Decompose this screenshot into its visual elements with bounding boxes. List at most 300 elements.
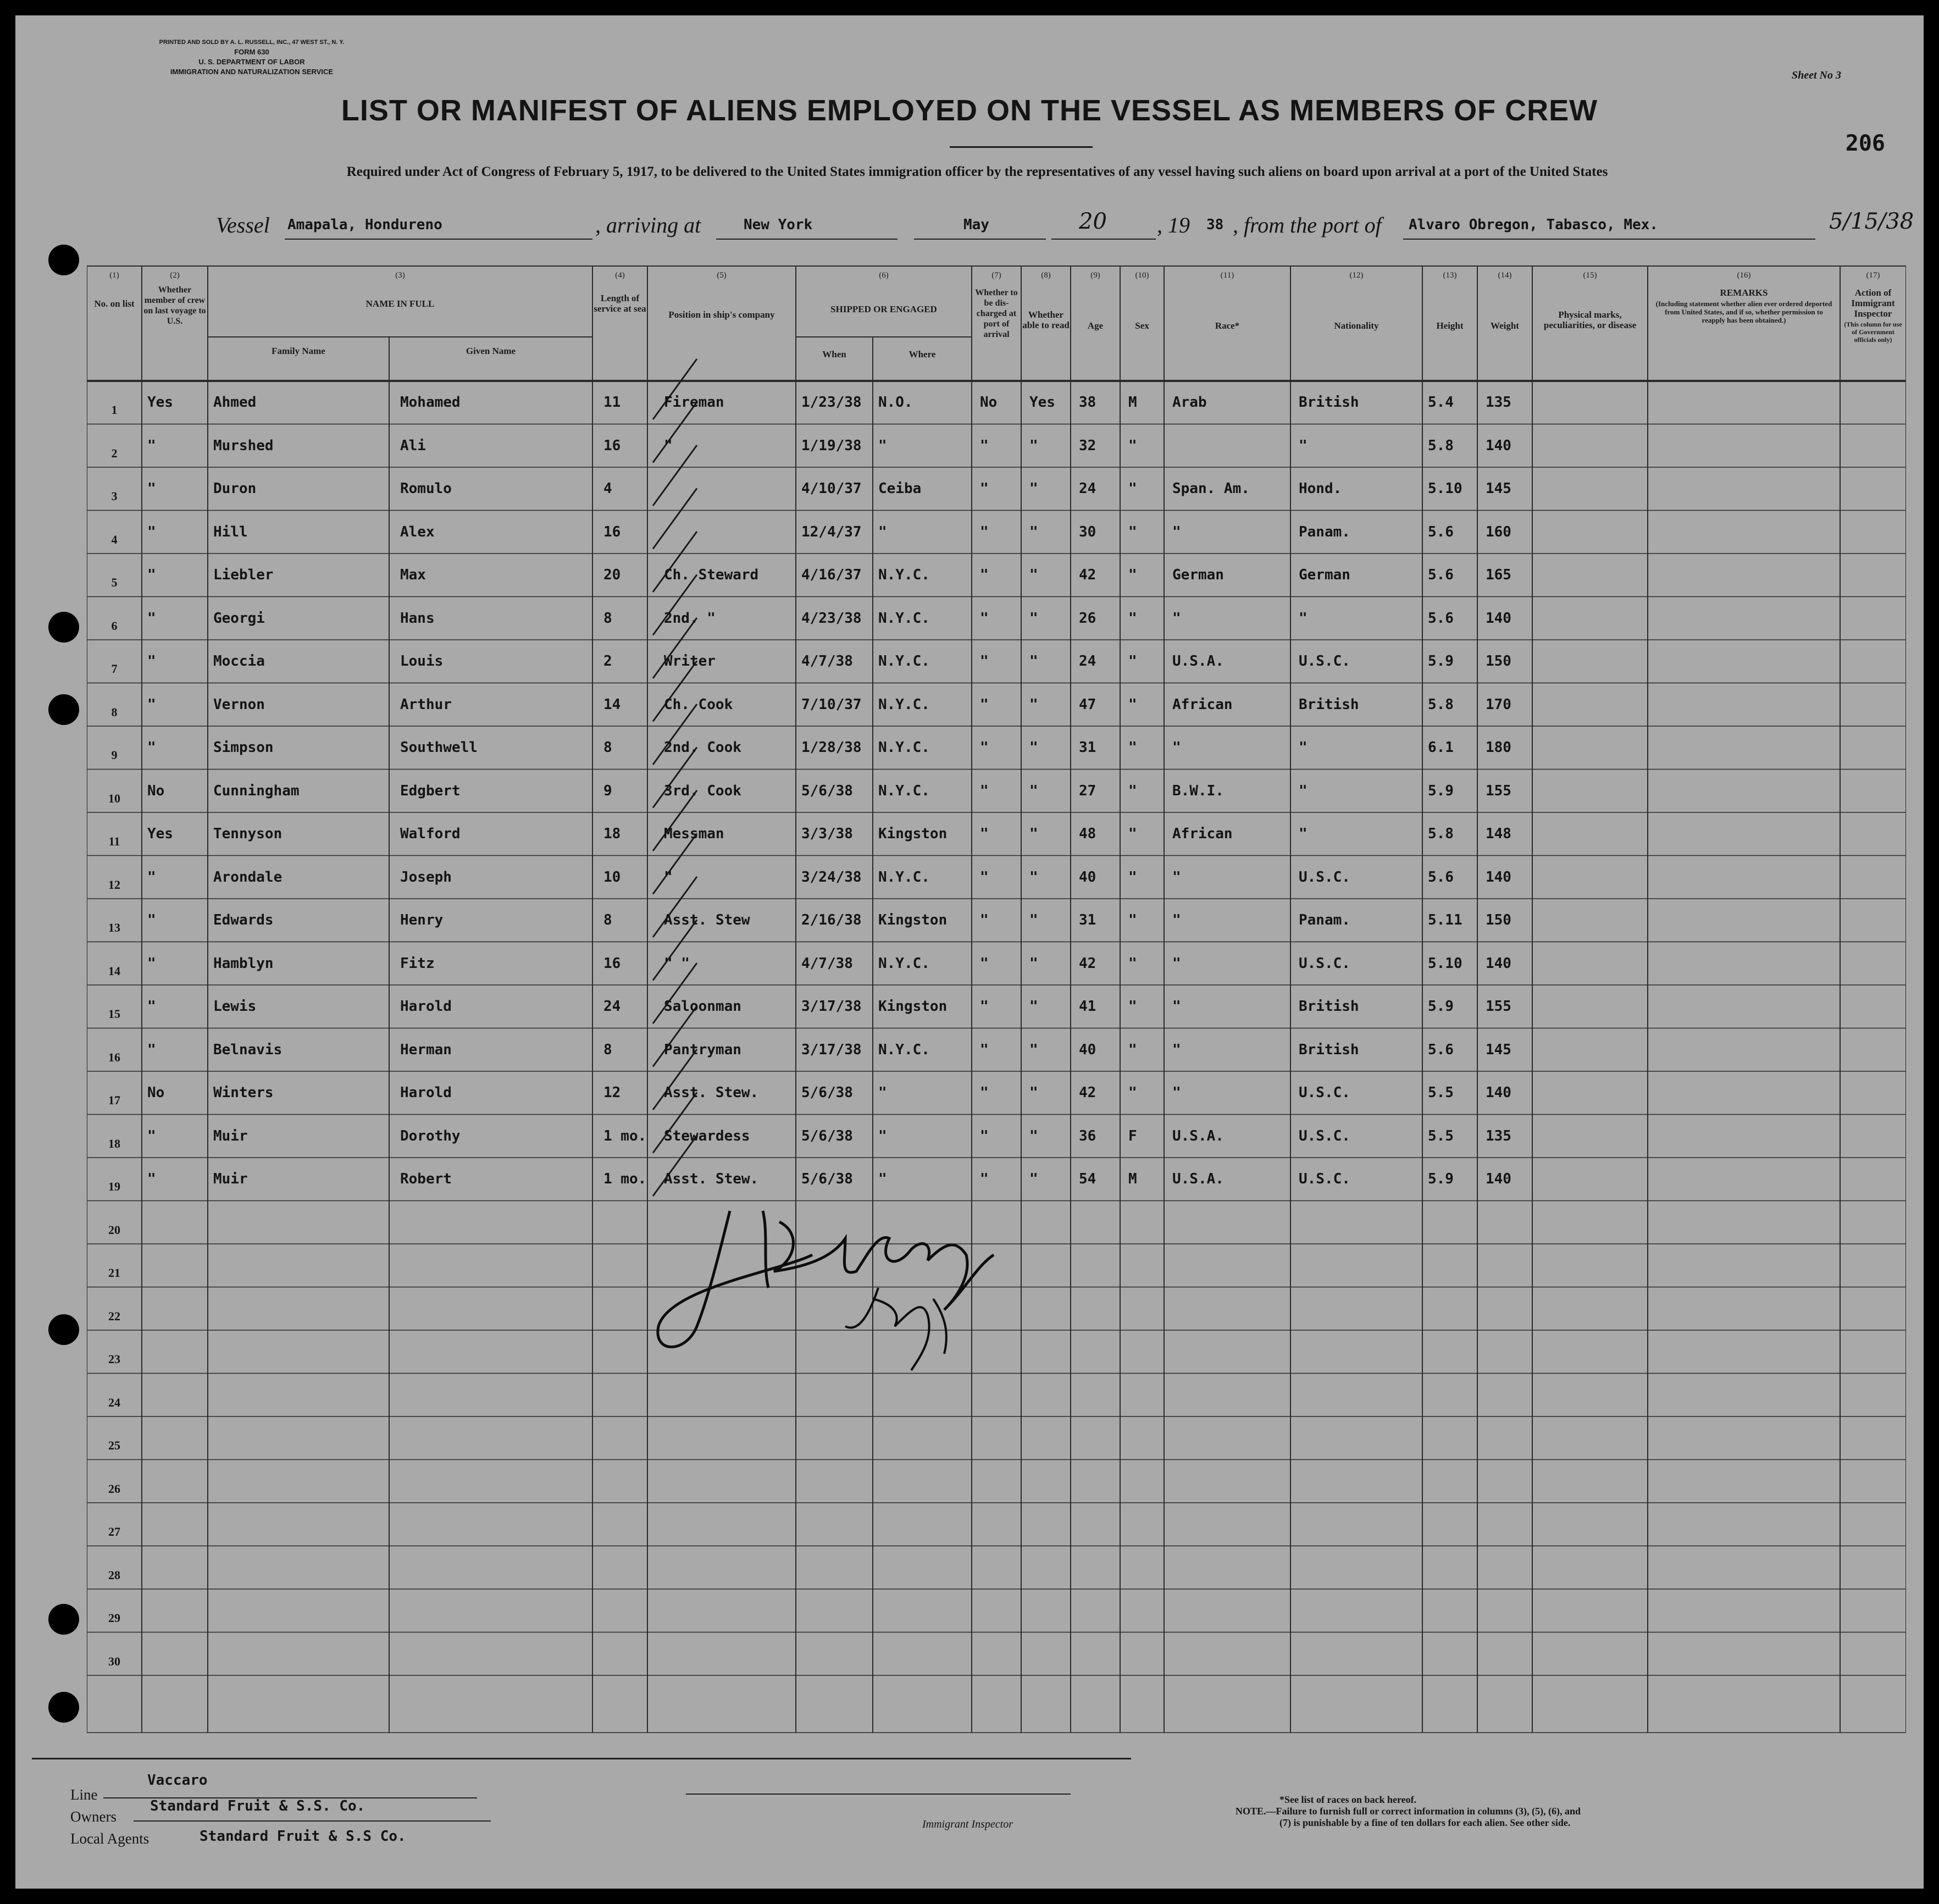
age-cell: 31 [1079,739,1096,756]
row-number: 13 [108,921,120,934]
sex-cell: " [1128,523,1137,540]
punch-hole [48,1604,79,1635]
row-number: 3 [111,489,118,503]
sheet-number-field [1792,69,1841,82]
header-when: When [822,349,846,359]
race-cell: " [1172,955,1181,972]
shipped-where-cell: N.Y.C. [878,653,930,669]
family-name-cell: Liebler [213,567,274,583]
weight-cell: 140 [1486,955,1511,972]
shipped-when-cell: 4/16/37 [801,567,862,583]
given-name-cell: Henry [400,912,444,928]
row-number: 29 [108,1611,120,1625]
shipped-when-cell: 4/10/37 [801,480,862,497]
sex-cell: " [1128,480,1137,497]
punch-hole [48,245,79,275]
family-name-cell: Georgi [213,610,265,627]
able-read-cell: " [1029,782,1038,799]
position-cell: Ch. Steward [664,567,759,583]
owners-label: Owners [70,1808,117,1825]
weight-cell: 150 [1486,912,1511,928]
able-read-cell: " [1029,1084,1038,1101]
service-length-cell: 8 [603,912,612,928]
shipped-when-cell: 1/19/38 [801,437,862,454]
discharge-cell: " [980,912,989,928]
height-cell: 5.6 [1428,523,1454,540]
header-remarks-sub: (Including statement whether alien ever ordered deported from United States, and if so, whether permission to reapply has been obtained.) [1655,300,1832,324]
nationality-cell: " [1299,610,1308,627]
race-cell: " [1172,868,1181,885]
col-num-10: (10) [1135,271,1149,280]
shipped-where-cell: N.Y.C. [878,567,930,583]
shipped-where-cell: N.O. [878,394,913,411]
sex-cell: " [1128,739,1137,756]
shipped-where-cell: N.Y.C. [878,739,930,756]
nationality-cell: U.S.C. [1299,653,1350,669]
service-length-cell: 8 [603,610,612,627]
family-name-cell: Hamblyn [213,955,274,972]
shipped-where-cell: Kingston [878,998,948,1015]
sex-cell: " [1128,868,1137,885]
header-remarks: REMARKS [1720,287,1768,298]
family-name-cell: Edwards [213,912,274,928]
col-num-1: (1) [109,271,119,280]
height-cell: 5.6 [1428,567,1454,583]
family-name-cell: Muir [213,1127,248,1144]
able-read-cell: Yes [1029,394,1055,411]
family-name-cell: Cunningham [213,782,300,799]
manifest-sheet [15,15,1924,1889]
sex-cell: " [1128,437,1137,454]
header-age: Age [1087,320,1104,331]
discharge-cell: " [980,1084,989,1101]
arrival-month: May [963,217,989,233]
row-number: 28 [108,1568,120,1582]
sex-cell: " [1128,1084,1137,1101]
weight-cell: 140 [1486,610,1511,627]
position-cell: Saloonman [664,998,741,1015]
service-length-cell: 14 [603,696,621,713]
sex-cell: " [1128,782,1137,799]
age-cell: 40 [1079,868,1096,885]
race-cell: " [1172,1084,1181,1101]
shipped-when-cell: 3/24/38 [801,868,862,885]
position-cell: Writer [664,653,716,669]
row-number: 27 [108,1525,120,1538]
age-cell: 47 [1079,696,1096,713]
height-cell: 5.9 [1428,1171,1454,1187]
family-name-cell: Simpson [213,739,274,756]
given-name-cell: Romulo [400,480,452,497]
nationality-cell: U.S.C. [1299,955,1350,972]
able-read-cell: " [1029,955,1038,972]
discharge-cell: " [980,998,989,1015]
discharge-cell: " [980,826,989,842]
whether-member-cell: " [147,1127,156,1144]
race-cell: Span. Am. [1172,480,1250,497]
printer-imprint [76,37,428,77]
discharge-cell: " [980,1127,989,1144]
arrival-year: 38 [1206,217,1224,233]
row-number: 10 [108,791,120,805]
col-num-17: (17) [1866,271,1880,280]
header-where: Where [908,349,936,359]
line-name: Vaccaro [147,1772,208,1789]
service-length-cell: 2 [603,653,612,669]
col-num-7: (7) [991,271,1001,280]
race-cell: Arab [1172,394,1207,411]
able-read-cell: " [1029,653,1038,669]
col-num-5: (5) [717,271,727,280]
table-gridlines [87,265,1906,1733]
given-name-cell: Ali [400,437,426,454]
whether-member-cell: " [147,955,156,972]
crew-table [87,265,1906,1733]
agents-label: Local Agents [70,1830,149,1847]
height-cell: 5.4 [1428,394,1454,411]
age-cell: 38 [1079,394,1096,411]
shipped-where-cell: " [878,1127,887,1144]
given-name-cell: Joseph [400,868,452,885]
row-number: 1 [111,403,118,417]
able-read-cell: " [1029,739,1038,756]
service-length-cell: 1 mo. [603,1127,647,1144]
sex-cell: " [1128,610,1137,627]
age-cell: 26 [1079,610,1096,627]
inspector-signature-line [686,1794,1071,1795]
race-cell: U.S.A. [1172,1127,1224,1144]
family-name-cell: Duron [213,480,257,497]
age-cell: 24 [1079,480,1096,497]
height-cell: 5.11 [1428,912,1462,928]
row-number: 19 [108,1180,120,1193]
line-label: Line [70,1786,98,1803]
family-name-cell: Murshed [213,437,274,454]
able-read-cell: " [1029,868,1038,885]
shipped-where-cell: N.Y.C. [878,1041,930,1058]
header-action-sub: (This column for use of Government officials only) [1844,320,1902,344]
able-read-cell: " [1029,826,1038,842]
discharge-cell: " [980,437,989,454]
weight-cell: 148 [1486,826,1511,842]
title-divider [950,146,1093,148]
discharge-cell: " [980,782,989,799]
nationality-cell: Panam. [1299,912,1350,928]
discharge-cell: " [980,739,989,756]
position-cell: " " [664,955,690,972]
whether-member-cell: No [147,782,165,799]
given-name-cell: Max [400,567,426,583]
row-number: 9 [111,748,118,762]
col-num-14: (14) [1498,271,1512,280]
row-number: 16 [108,1050,120,1064]
age-cell: 41 [1079,998,1096,1015]
shipped-where-cell: " [878,437,887,454]
department-name: U. S. DEPARTMENT OF LABOR [198,58,305,66]
header-physical: Physical marks, peculiarities, or disease [1543,309,1637,330]
able-read-cell: " [1029,998,1038,1015]
given-name-cell: Edgbert [400,782,461,799]
discharge-cell: " [980,1171,989,1187]
shipped-where-cell: " [878,1171,887,1187]
header-name-in-full: NAME IN FULL [365,298,435,309]
shipped-when-cell: 3/3/38 [801,826,853,842]
able-read-cell: " [1029,1171,1038,1187]
position-cell: Fireman [664,394,724,411]
arriving-label: , arriving at [595,213,701,237]
shipped-when-cell: 3/17/38 [801,998,862,1015]
race-cell: German [1172,567,1224,583]
nationality-cell: U.S.C. [1299,1171,1350,1187]
footer-divider [32,1758,1131,1759]
form-number: FORM 630 [234,48,269,56]
discharge-cell: " [980,868,989,885]
given-name-cell: Mohamed [400,394,461,411]
sex-cell: " [1128,696,1137,713]
family-name-cell: Belnavis [213,1041,282,1058]
nationality-cell: British [1299,696,1359,713]
nationality-cell: German [1299,567,1350,583]
shipped-when-cell: 5/6/38 [801,1084,853,1101]
service-length-cell: 24 [603,998,621,1015]
discharge-cell: " [980,696,989,713]
whether-member-cell: " [147,868,156,885]
punch-hole [48,1692,79,1723]
header-shipped: SHIPPED OR ENGAGED [830,304,937,314]
able-read-cell: " [1029,567,1038,583]
inspector-label: Immigrant Inspector [922,1818,1013,1830]
whether-member-cell: Yes [147,394,173,411]
race-cell: " [1172,1041,1181,1058]
sex-cell: " [1128,826,1137,842]
shipped-where-cell: " [878,523,887,540]
shipped-where-cell: N.Y.C. [878,782,930,799]
able-read-cell: " [1029,1041,1038,1058]
family-name-cell: Tennyson [213,826,282,842]
col-num-8: (8) [1041,271,1051,280]
given-name-cell: Dorothy [400,1127,461,1144]
shipped-where-cell: " [878,1084,887,1101]
shipped-where-cell: N.Y.C. [878,868,930,885]
age-cell: 24 [1079,653,1096,669]
shipped-where-cell: Kingston [878,912,948,928]
row-number: 8 [111,705,118,719]
whether-member-cell: " [147,567,156,583]
weight-cell: 140 [1486,868,1511,885]
header-able-read: Whether able to read [1022,309,1070,330]
col-num-6: (6) [879,271,889,280]
discharge-cell: " [980,610,989,627]
discharge-cell: " [980,567,989,583]
penalty-note: NOTE.—Failure to furnish full or correct information in columns (3), (5), (6), and [1236,1806,1581,1817]
sex-cell: F [1128,1127,1137,1144]
shipped-when-cell: 12/4/37 [801,523,862,540]
age-cell: 42 [1079,955,1096,972]
given-name-cell: Harold [400,998,452,1015]
nationality-cell: " [1299,739,1308,756]
family-name-cell: Lewis [213,998,257,1015]
position-cell: Messman [664,826,724,842]
whether-member-cell: Yes [147,826,173,842]
shipped-where-cell: N.Y.C. [878,610,930,627]
service-length-cell: 8 [603,739,612,756]
whether-member-cell: " [147,653,156,669]
height-cell: 5.10 [1428,480,1462,497]
col-num-2: (2) [170,271,180,280]
penalty-note-cont: (7) is punishable by a fine of ten dollars for each alien. See other side. [1279,1817,1571,1828]
races-note: *See list of races on back hereof. [1279,1794,1417,1805]
row-number: 6 [111,618,118,633]
position-cell: 3rd. Cook [664,782,741,799]
col-num-16: (16) [1737,271,1751,280]
given-name-cell: Louis [400,653,444,669]
handwritten-date: 5/15/38 [1829,209,1914,234]
race-cell: " [1172,739,1181,756]
nationality-cell: Hond. [1299,480,1342,497]
shipped-when-cell: 1/23/38 [801,394,862,411]
race-cell: African [1172,826,1233,842]
header-nationality: Nationality [1334,320,1379,331]
sex-cell: " [1128,998,1137,1015]
shipped-where-cell: N.Y.C. [878,696,930,713]
header-whether-member: Whether member of crew on last voyage to U.S. [143,285,206,326]
nationality-cell: " [1299,437,1308,454]
age-cell: 36 [1079,1127,1096,1144]
page-subtitle: Required under Act of Congress of February 5, 1917, to be delivered to the United States immigration officer by the representatives of any vessel having such aliens on board upon arrival at a port of the United States [346,164,1608,179]
owners-name: Standard Fruit & S.S. Co. [150,1798,365,1814]
able-read-cell: " [1029,437,1038,454]
header-length-service: Length of service at sea [594,293,646,314]
position-cell: Asst. Stew. [664,1084,759,1101]
whether-member-cell: " [147,998,156,1015]
given-name-cell: Arthur [400,696,452,713]
service-name: IMMIGRATION AND NATURALIZATION SERVICE [170,68,334,76]
position-cell: Pantryman [664,1041,741,1058]
height-cell: 5.9 [1428,998,1454,1015]
col-num-11: (11) [1220,271,1234,280]
family-name-cell: Moccia [213,653,265,669]
given-name-cell: Herman [400,1041,452,1058]
weight-cell: 135 [1486,1127,1511,1144]
discharge-cell: " [980,653,989,669]
weight-cell: 140 [1486,1084,1511,1101]
height-cell: 5.8 [1428,696,1454,713]
height-cell: 6.1 [1428,739,1454,756]
vessel-name: Amapala, Hondureno [287,217,442,233]
discharge-cell: " [980,523,989,540]
sex-cell: M [1128,394,1137,411]
voyage-line [216,209,1914,251]
sex-cell: " [1128,567,1137,583]
weight-cell: 140 [1486,1171,1511,1187]
position-cell: " [664,437,673,454]
height-cell: 5.5 [1428,1084,1454,1101]
family-name-cell: Vernon [213,696,265,713]
weight-cell: 135 [1486,394,1511,411]
race-cell: " [1172,912,1181,928]
row-number: 7 [111,662,118,676]
punch-hole [48,612,79,643]
given-name-cell: Harold [400,1084,452,1101]
shipped-where-cell: Kingston [878,826,948,842]
col-num-4: (4) [615,271,625,280]
whether-member-cell: " [147,1171,156,1187]
nationality-cell: British [1299,1041,1359,1058]
shipped-when-cell: 1/28/38 [801,739,862,756]
departure-port: Alvaro Obregon, Tabasco, Mex. [1409,217,1658,233]
punch-hole [48,1314,79,1345]
vessel-label: Vessel [216,213,270,237]
row-number: 25 [108,1438,120,1452]
stamp-number: 206 [1845,131,1885,156]
service-length-cell: 18 [603,826,621,842]
from-label: , from the port of [1233,213,1382,237]
position-cell: Asst. Stew. [664,1171,759,1187]
age-cell: 27 [1079,782,1096,799]
whether-member-cell: " [147,437,156,454]
able-read-cell: " [1029,523,1038,540]
whether-member-cell: " [147,480,156,497]
row-number: 21 [108,1266,120,1280]
service-length-cell: 20 [603,567,621,583]
position-cell: 2nd. Cook [664,739,741,756]
page-title: LIST OR MANIFEST OF ALIENS EMPLOYED ON THE VESSEL AS MEMBERS OF CREW [341,94,1598,127]
shipped-when-cell: 4/7/38 [801,955,853,972]
family-name-cell: Hill [213,523,248,540]
age-cell: 48 [1079,826,1096,842]
able-read-cell: " [1029,696,1038,713]
col-num-3: (3) [395,271,405,280]
agents-name: Standard Fruit & S.S Co. [200,1828,406,1845]
discharge-cell: " [980,480,989,497]
service-length-cell: 16 [603,523,621,540]
inspector-signature [636,1189,1131,1387]
service-length-cell: 16 [603,437,621,454]
weight-cell: 145 [1486,480,1511,497]
height-cell: 5.6 [1428,868,1454,885]
position-cell: Stewardess [664,1127,750,1144]
given-name-cell: Alex [400,523,435,540]
nationality-cell: Panam. [1299,523,1350,540]
shipped-when-cell: 5/6/38 [801,782,853,799]
position-cell: Ch. Cook [664,696,733,713]
nationality-cell: " [1299,782,1308,799]
age-cell: 31 [1079,912,1096,928]
discharge-cell: No [980,394,998,411]
row-number: 20 [108,1222,120,1237]
able-read-cell: " [1029,912,1038,928]
age-cell: 32 [1079,437,1096,454]
sex-cell: " [1128,955,1137,972]
weight-cell: 155 [1486,782,1511,799]
weight-cell: 145 [1486,1041,1511,1058]
given-name-cell: Southwell [400,739,478,756]
row-number: 30 [108,1654,120,1668]
sex-cell: " [1128,1041,1137,1058]
weight-cell: 155 [1486,998,1511,1015]
header-discharged: Whether to be dis-charged at port of arrival [975,288,1018,339]
race-cell: U.S.A. [1172,653,1224,669]
row-number: 22 [108,1309,120,1323]
whether-member-cell: " [147,610,156,627]
row-number: 17 [108,1093,120,1107]
row-number: 26 [108,1481,120,1496]
shipped-when-cell: 2/16/38 [801,912,862,928]
position-cell: Asst. Stew [664,912,750,928]
height-cell: 5.6 [1428,610,1454,627]
sex-cell: " [1128,912,1137,928]
service-length-cell: 12 [603,1084,621,1101]
